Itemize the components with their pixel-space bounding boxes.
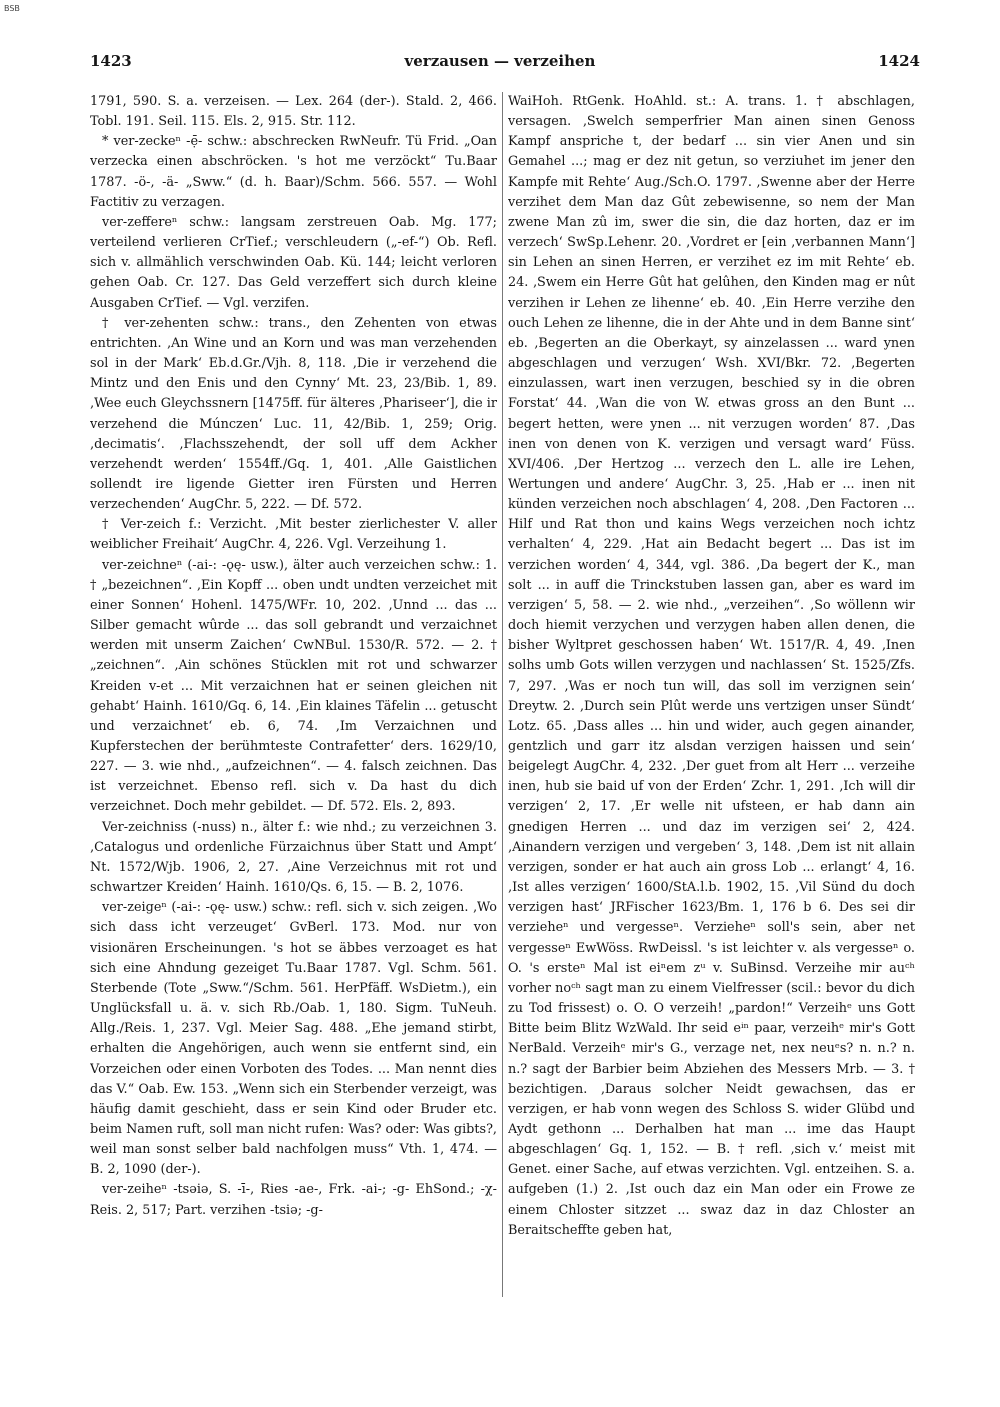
entry-ver-zeichnen: ver-zeichneⁿ (-ai-: -ǫę- usw.), älter auch verzeichen schw.: 1. † „bezeichnen“. ‚Ein Kopff ... oben undt undten verzeichet mit einer Sonnen‘ Hohenl. 1475/WFr. 10, 202. ‚Unnd ... das ... Silber gemacht wûrde ... das soll gebrandt und verzaichnet werden mit unserm Zaichen‘ CwNBul. 1530/R. 572. — 2. † „zeichnen“. ‚Ain schönes Stücklen mit rot und schwarzer Kreiden v-et ... Mit verzaichnen hat er seinen gleichen nit gehabt‘ Hainh. 1610/Gq. 6, 14. ‚Ein klaines Täfelin ... getuscht und verzaichnet‘ eb. 6, 74. ‚Im Verzaichnen und Kupferstechen der berühmteste Contrafetter‘ ders. 1629/10, 227. — 3. wie nhd., „aufzeichnen“. — 4. falsch zeichnen. Das ist verzeichnet. Ebenso refl. sich v. Da hast du dich verzeichnet. Doch mehr gebildet. — Df. 572. Els. 2, 893. — [90, 557, 497, 815]
entry-ver-zeichniss: Ver-zeichniss (-nuss) n., älter f.: wie nhd.; zu verzeichnen 3. ‚Catalogus und ordenliche Fürzaichnus über Statt und Ampt‘ Nt. 1572/Wjb. 1906, 2, 27. ‚Aine Verzeichnus mit rot und schwartzer Kreiden‘ Hainh. 1610/Qs. 6, 15. — B. 2, 1076. — [90, 819, 497, 896]
entry-ver-zehenten: † ver-zehenten schw.: trans., den Zehenten von etwas entrichten. ‚An Wine und an Korn und was man verzehenden sol in der Mark‘ Eb.d.Gr./Vjh. 8, 118. ‚Die ir verzehend die Mintz und den Enis und den Cynny‘ Mt. 23, 23/Bib. 1, 89. ‚Wee euch Gleychssnern [1475ff. für älteres ‚Phariseer‘], die ir verzehend die Múnczen‘ Luc. 11, 42/Bib. 1, 259; Orig. ‚decimatis‘. ‚Flachsszehendt, der soll uff dem Ackher verzehendt werden‘ 1554ff./Gq. 1, 401. ‚Alle Gaistlichen sollendt ire ligende Gietter iren Fürsten und Herren verzechenden‘ AugChr. 5, 222. — Df. 572. — [90, 315, 497, 513]
page-number-left: 1423 — [90, 52, 132, 70]
entry-ver-zeigen: ver-zeigeⁿ (-ai-: -ǫę- usw.) schw.: refl. sich v. sich zeigen. ‚Wo sich dass icht verzeuget‘ GvBerl. 173. Mod. nur von visionären Erscheinungen. 's hot se äbbes verzoaget es hat sich eine Ahndung gezeiget Tu.Baar 1787. Vgl. Schm. 561. Sterbende (Tote „Sww.“/Schm. 561. HerPfäff. WsDietm.), ein Unglücksfall u. ä. v. sich Rb./Oab. 1, 180. Sigm. TuNeuh. Allg./Reis. 1, 237. Vgl. Meier Sag. 488. „Ehe jemand stirbt, erhalten die Angehörigen, auch wenn sie entfernt sind, ein Vorzeichen oder einen Vorboten des Todes. ... Man nennt dies das V.“ Oab. Ew. 153. „Wenn sich ein Sterbender verzeigt, was häufig damit geschieht, dass er sein Kind oder Bruder etc. beim Namen ruft, soll man nicht rufen: Was? oder: Was gibts?, weil man sonst selber bald nachfolgen muss“ Vth. 1, 474. — B. 2, 1090 (der-). — [90, 900, 497, 1178]
running-head: verzausen — verzeihen — [404, 52, 596, 70]
entry-continuation: 1791, 590. S. a. verzeisen. — Lex. 264 (der-). Stald. 2, 466. Tobl. 191. Seil. 115. Els. 2, 915. Str. 112. — [90, 94, 497, 130]
page-number-right: 1424 — [878, 52, 920, 70]
library-stamp: BSB — [4, 4, 20, 13]
left-column — [90, 92, 497, 1297]
column-divider — [502, 92, 503, 1297]
page-header — [0, 52, 1000, 76]
entry-ver-zeihen-continued: WaiHoh. RtGenk. HoAhld. st.: A. trans. 1. † abschlagen, versagen. ‚Swelch semperfrier Man ainen sinen Genoss Kampf anspriche t, der bedarf ... sin vier Anen und sin Gemahel ...; mag er dez nit getun, so verziuhet im jener den Kampfe mit Rehte‘ Aug./Sch.O. 1797. ‚Swenne aber der Herre verzihet dem Man daz Gût zebewisenne, so nem der Man zwene Man zû im, swer die sin, die daz horten, daz er im verzech‘ SwSp.Lehenr. 20. ‚Vordret er [ein ‚verbannen Mann‘] sin Lehen an sinen Herren, er verzihet ez im mit Rehte‘ eb. 24. ‚Swem ein Herre Gût hat gelûhen, den Kinden mag er nût verzihen ir Lehen ze lihenne‘ eb. 40. ‚Ein Herre verzihe den ouch Lehen ze lihenne, die in der Ahte und in dem Banne sint‘ eb. ‚Begerten an die Oberkayt, sy ainzelassen ... ward ynen abgeschlagen und verzugen‘ Wsh. XVI/Bkr. 72. ‚Begerten einzulassen, wart inen verzugen, beschied sy in die obren Forstat‘ 44. ‚Wan die von W. etwas gross an den Bunt ... begert hetten, were ynen ... nit verzugen worden‘ 87. ‚Das inen von denen von K. verzigen und versagt ward‘ Füss. XVI/406. ‚Der Hertzog ... verzech den L. alle ire Lehen, Wertungen und andere‘ AugChr. 3, 25. ‚Hab er ... inen nit künden verzeichen noch abschlagen‘ 4, 208. ‚Den Factoren ... Hilf und Rat thon und kains Wegs verzeichen noch ichtz verhalten‘ 4, 229. ‚Hat ain Bedacht begert ... Das ist im verzichen worden‘ 4, 344, vgl. 386. ‚Da begert der K., man solt ... in auff die Trinckstuben lassen gan, aber es ward im verzigen‘ 5, 58. — 2. wie nhd., „verzeihen“. ‚So wöllenn wir doch hiemit verzychen und verzygen haben allen denen, die bisher Wyltpret geschossen haben‘ Wt. 1517/R. 4, 49. ‚Inen solhs umb Gots willen verzygen und nachlassen‘ St. 1525/Zfs. 7, 297. ‚Was er noch tun will, das soll im verzignen sein‘ Dreytw. 2. ‚Durch sein Plût werde uns vertzigen unser Sündt‘ Lotz. 65. ‚Dass alles ... hin und wider, auch gegen ainander, gentzlich und garr itz alsdan verzigen haissen und sein‘ beigelegt AugChr. 4, 232. ‚Der guet from alt Herr ... verzeihe inen, hub sie baid uf von der Erden‘ Zchr. 1, 291. ‚Ich will dir verzigen‘ 2, 17. ‚Er welle nit ufsteen, er hab dann ain gnedigen Herren ... und daz im verzigen sei‘ 2, 424. ‚Ainandern verzigen und vergeben‘ 3, 148. ‚Dem ist nit allain verzigen, sonder er hat auch ain gross Lob ... erlangt‘ 4, 16. ‚Ist alles verzigen‘ 1600/StA.l.b. 1902, 15. ‚Vil Sünd du doch verzigen hast‘ JRFischer 1623/Bm. 1, 176 b 6. Des sei dir verzieheⁿ und vergesseⁿ. Verzieheⁿ soll's sein, aber net vergesseⁿ EwWöss. RwDeissl. 's ist leichter v. als vergesseⁿ o. O. 's ersteⁿ Mal ist eiⁿem zᵘ v. SuBinsd. Verzeihe mir auᶜʰ vorher noᶜʰ sagt man zu einem Vielfresser (scil.: bevor du dich zu Tod frissest) o. O. O verzeih! „pardon!“ Verzeihᵉ uns Gott Bitte beim Blitz WzWald. Ihr seid eⁱⁿ paar, verzeihᵉ mir's Gott NerBald. Verzeihᵉ mir's G., verzage net, nex neuᵉs? n. n.? n. n.? sagt der Barbier beim Abziehen des Messers Mrb. — 3. † bezichtigen. ‚Daraus solcher Neidt gewachsen, das er verzigen, er hab vonn wegen des Schloss S. wider Glübd und Aydt gethonn ... Derhalben hat man ... ime das Haupt abgeschlagen‘ Gq. 1, 152. — B. † refl. ‚sich v.‘ meist mit Genet. einer Sache, auf etwas verzichten. Vgl. entzeihen. S. a. aufgeben (1.) 2. ‚Ist ouch daz ein Man oder ein Frowe ze einem Chloster sitzzet ... swaz daz in daz Chloster an Beraitscheffte geben hat, — [508, 94, 915, 1238]
entry-ver-zeich: † Ver-zeich f.: Verzicht. ‚Mit bester zierlichester V. aller weiblicher Freihait‘ AugChr. 4, 226. Vgl. Verzeihung 1. — [90, 517, 497, 553]
right-column — [508, 92, 915, 1297]
entry-ver-zecken: * ver-zeckeⁿ -ẹ̄- schw.: abschrecken RwNeufr. Tü Frid. „Oan verzecka einen abschröcken. 's hot me verzöckt“ Tu.Baar 1787. -ö-, -ä- „Sww.“ (d. h. Baar)/Schm. 566. 557. — Wohl Factitiv zu verzagen. — [90, 134, 497, 210]
entry-ver-zefferen: ver-zeffereⁿ schw.: langsam zerstreuen Oab. Mg. 177; verteilend verlieren CrTief.; verschleudern („-ef-“) Ob. Refl. sich v. allmählich verschwinden Oab. Kü. 144; leicht verloren gehen Oab. Cr. 127. Das Geld verzeffert sich durch kleine Ausgaben CrTief. — Vgl. verzifen. — [90, 214, 497, 311]
entry-ver-zeihen: ver-zeiheⁿ -tsəiə, S. -ī-, Ries -ae-, Frk. -ai-; -g- EhSond.; -χ- Reis. 2, 517; Part. verzihen -tsiə; -g- — [90, 1182, 497, 1218]
